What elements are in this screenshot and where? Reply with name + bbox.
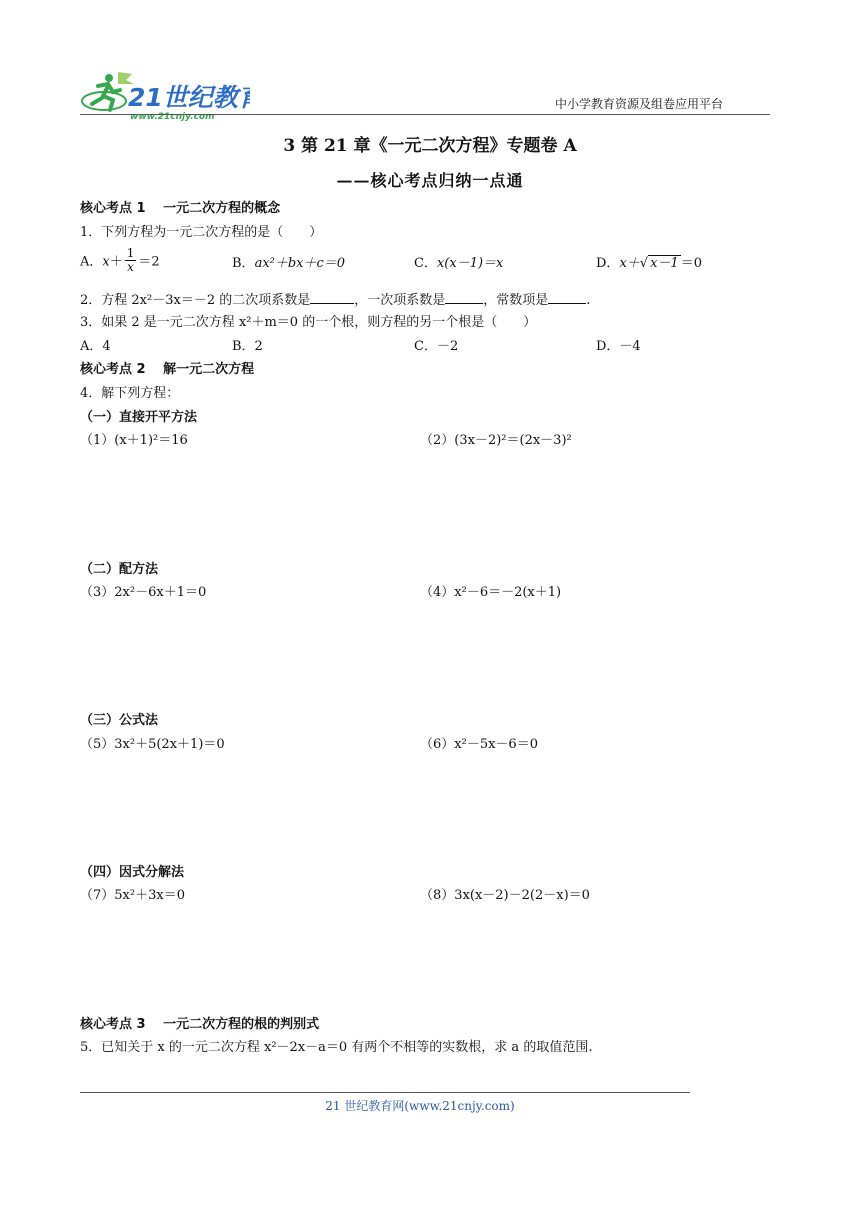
answer-blank-quadratic-coef xyxy=(310,292,354,304)
problem-4: （4）x²－6＝－2(x＋1) xyxy=(420,585,562,600)
option-c-expr: x(x－1)＝x xyxy=(436,256,504,271)
question-1-stem: 1．下列方程为一元二次方程的是（ ） xyxy=(80,225,323,240)
option-a-plus: ＋ xyxy=(109,254,123,270)
question-2 xyxy=(80,292,590,309)
option-d-radicand: x－1 xyxy=(650,256,679,271)
problem-1: （1）(x＋1)²＝16 xyxy=(80,433,188,448)
sqrt-sign-icon: √ xyxy=(639,256,649,271)
question-3-option-d: D．－4 xyxy=(596,339,641,354)
question-3-option-c: C．－2 xyxy=(414,339,459,354)
logo-brand-text: 21世纪教育 xyxy=(128,83,250,112)
question-3-option-a: A．4 xyxy=(80,339,111,354)
logo-url-text: www.21cnjy.com xyxy=(130,112,215,122)
method-3-heading: （三）公式法 xyxy=(80,713,159,728)
question-2-part2: ，一次项系数是 xyxy=(354,293,446,308)
option-a-var: x xyxy=(102,254,110,270)
method-2-heading: （二）配方法 xyxy=(80,562,159,577)
option-a-fraction xyxy=(125,247,137,273)
section-3-heading: 核心考点 3 一元二次方程的根的判别式 xyxy=(80,1017,320,1032)
option-b-expr: ax²＋bx＋c＝0 xyxy=(254,256,346,271)
question-2-part3: ，常数项是 xyxy=(483,293,549,308)
footer-divider xyxy=(80,1092,690,1093)
method-4-heading: （四）因式分解法 xyxy=(80,865,185,880)
answer-blank-linear-coef xyxy=(445,292,483,304)
question-1-option-b xyxy=(232,257,345,272)
problem-5: （5）3x²＋5(2x＋1)＝0 xyxy=(80,737,225,752)
footer-link[interactable]: 21 世纪教育网(www.21cnjy.com) xyxy=(325,1099,515,1113)
question-2-part1: 2．方程 2x²－3x＝－2 的二次项系数是 xyxy=(80,293,311,308)
option-b-label: B． xyxy=(232,256,255,271)
option-d-pre: x＋ xyxy=(619,256,640,271)
problem-6: （6）x²－5x－6＝0 xyxy=(420,737,538,752)
header-divider xyxy=(80,114,770,115)
question-2-part4: . xyxy=(586,293,591,308)
problem-2: （2）(3x－2)²＝(2x－3)² xyxy=(420,433,572,448)
method-1-heading: （一）直接开平方法 xyxy=(80,410,198,425)
option-c-label: C． xyxy=(414,256,437,271)
option-d-post: ＝0 xyxy=(680,256,702,271)
question-4-stem: 4．解下列方程： xyxy=(80,386,180,401)
problem-7: （7）5x²＋3x＝0 xyxy=(80,888,185,903)
answer-blank-constant xyxy=(548,292,586,304)
page-subtitle: ——核心考点归纳一点通 xyxy=(336,171,524,190)
page-title: 3 第 21 章《一元二次方程》专题卷 A xyxy=(283,136,577,156)
fraction-denominator: x xyxy=(127,259,134,274)
question-3-stem: 3．如果 2 是一元二次方程 x²＋m＝0 的一个根，则方程的另一个根是（ ） xyxy=(80,315,537,330)
section-1-heading: 核心考点 1 一元二次方程的概念 xyxy=(80,201,281,216)
option-a-rest: ＝2 xyxy=(138,254,160,270)
question-1-option-c xyxy=(414,257,503,272)
option-a-label: A． xyxy=(80,254,103,270)
problem-8: （8）3x(x－2)－2(2－x)＝0 xyxy=(420,888,590,903)
section-2-heading: 核心考点 2 解一元二次方程 xyxy=(80,362,255,377)
question-5-stem: 5．已知关于 x 的一元二次方程 x²－2x－a＝0 有两个不相等的实数根，求 a 的取值范围. xyxy=(80,1040,593,1055)
fraction-numerator: 1 xyxy=(126,246,135,260)
question-1-option-d xyxy=(596,257,702,272)
question-3-option-b: B．2 xyxy=(232,339,263,354)
option-d-label: D． xyxy=(596,256,620,271)
question-1-option-a xyxy=(80,246,160,275)
platform-name: 中小学教育资源及组卷应用平台 xyxy=(555,97,724,111)
problem-3: （3）2x²－6x＋1＝0 xyxy=(80,585,207,600)
